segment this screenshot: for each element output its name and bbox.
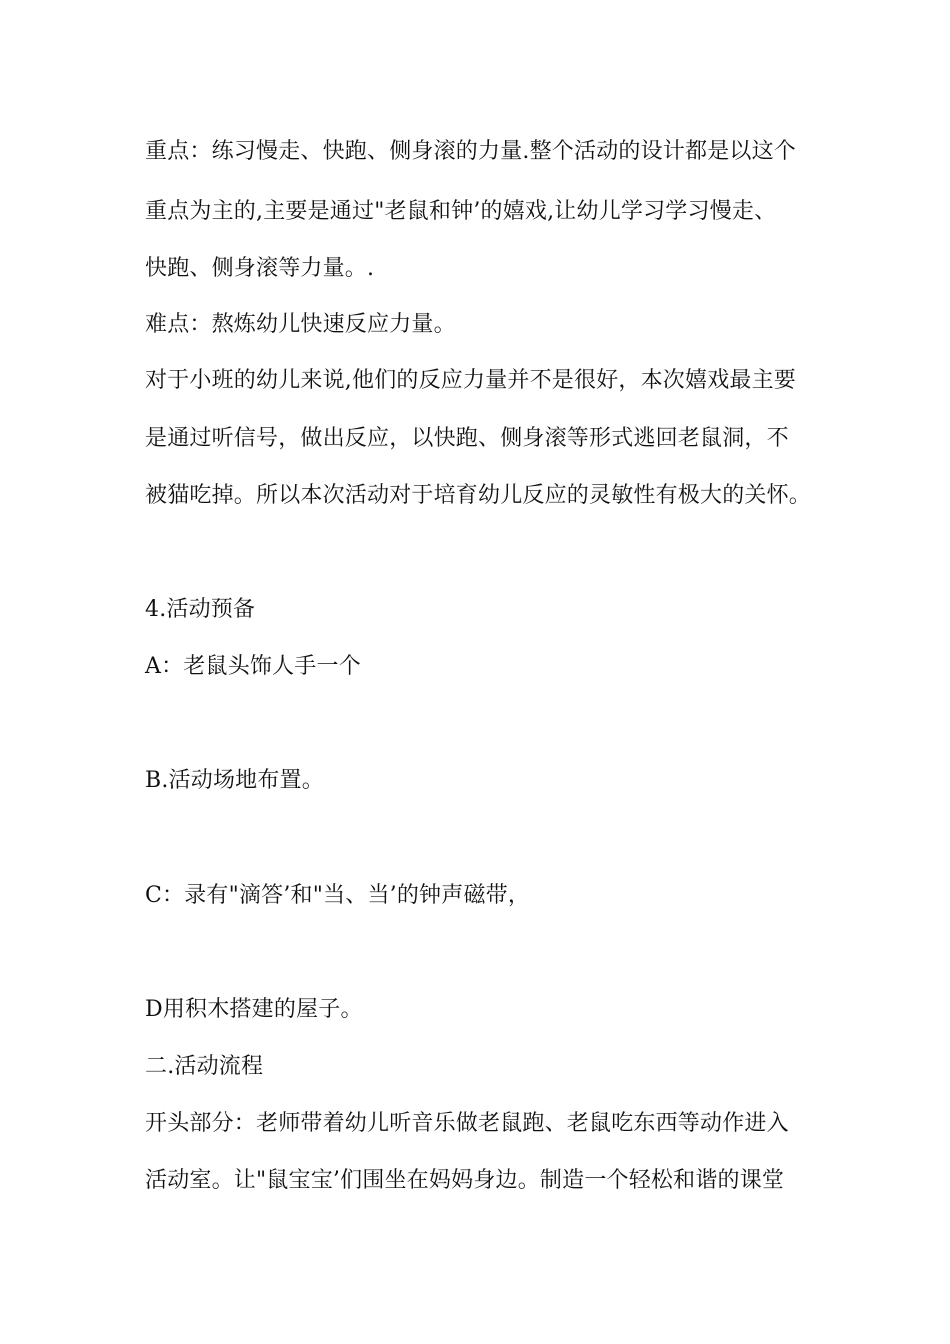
list-item: D用积木搭建的屋子。	[145, 997, 363, 1022]
text-line: 快跑、侧身滚等力量。.	[145, 256, 375, 281]
text-line: 活动室。让"鼠宝宝’们围坐在妈妈身边。制造一个轻松和谐的课堂	[145, 1168, 785, 1193]
text-line: 开头部分：老师带着幼儿听音乐做老鼠跑、老鼠吃东西等动作进入	[145, 1111, 789, 1136]
text-line: 是通过听信号，做出反应，以快跑、侧身滚等形式逃回老鼠洞，不	[145, 426, 789, 451]
text-line: 难点：熬炼幼儿快速反应力量。	[145, 312, 456, 337]
section-heading: 4.活动预备	[145, 597, 256, 622]
text-line: 被猫吃掉。所以本次活动对于培育幼儿反应的灵敏性有极大的关怀。	[145, 483, 812, 508]
section-heading: 二.活动流程	[145, 1054, 264, 1079]
text-line: 重点：练习慢走、快跑、侧身滚的力量.整个活动的设计都是以这个	[145, 139, 796, 164]
text-line: 重点为主的,主要是通过"老鼠和钟’的嬉戏,让幼儿学习学习慢走、	[145, 199, 777, 224]
text-line: 对于小班的幼儿来说,他们的反应力量并不是很好，本次嬉戏最主要	[145, 368, 796, 393]
list-item: B.活动场地布置。	[145, 768, 324, 793]
list-item: C：录有"滴答’和"当、当’的钟声磁带，	[145, 883, 531, 908]
list-item: A：老鼠头饰人手一个	[145, 654, 361, 679]
